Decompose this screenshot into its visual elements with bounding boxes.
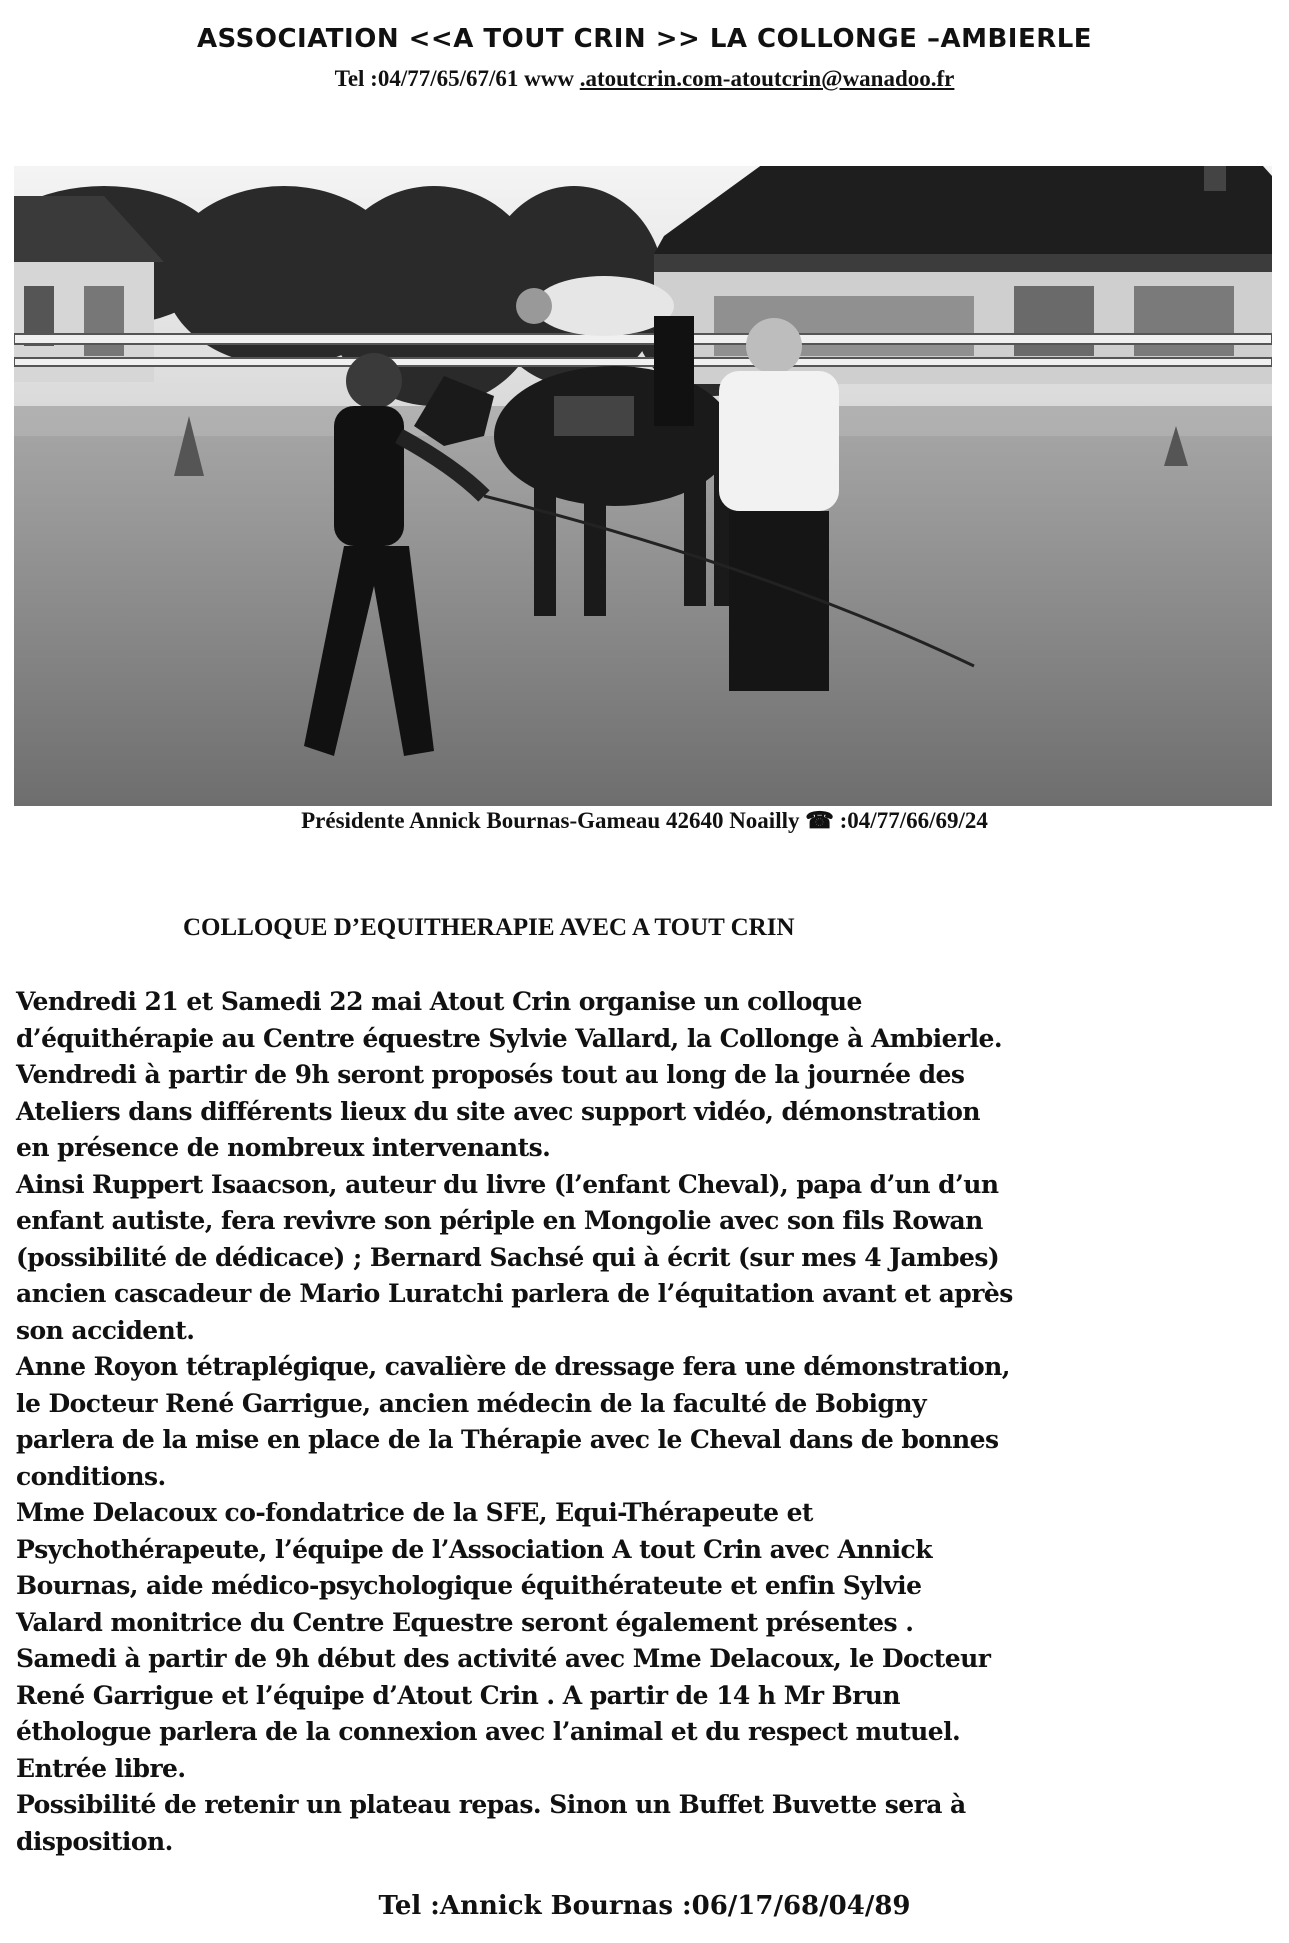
article-line: le Docteur René Garrigue, ancien médecin de la faculté de Bobigny [16,1388,927,1418]
article-line: éthologue parlera de la connexion avec l’animal et du respect mutuel. [16,1717,961,1746]
article-line: ancien cascadeur de Mario Luratchi parlera de l’équitation avant et après [16,1279,1013,1308]
phone-icon: ☎ [805,808,834,833]
article-line: Vendredi à partir de 9h seront proposés tout au long de la journée des [16,1060,965,1089]
article-line: René Garrigue et l’équipe d’Atout Crin . A partir de 14 h Mr Brun [16,1680,901,1710]
article-line: parlera de la mise en place de la Thérapie avec le Cheval dans de bonnes [16,1425,999,1454]
article-line: d’équithérapie au Centre équestre Sylvie Vallard, la Collonge à Ambierle. [16,1023,1003,1053]
article-line: Ateliers dans différents lieux du site avec support vidéo, démonstration [16,1096,980,1126]
helper-woman-right [719,318,839,691]
article-line: Bournas, aide médico-psychologique équithérateute et enfin Sylvie [16,1571,922,1600]
article-line: Mme Delacoux co-fondatrice de la SFE, Equi-Thérapeute et [16,1498,813,1527]
article-line: Possibilité de retenir un plateau repas. Sinon un Buffet Buvette sera à [16,1790,966,1819]
article-line: Anne Royon tétraplégique, cavalière de dressage fera une démonstration, [16,1352,1010,1381]
article-line: enfant autiste, fera revivre son périple en Mongolie avec son fils Rowan [16,1206,983,1235]
article-line: son accident. [16,1315,195,1345]
article-line: en présence de nombreux intervenants. [16,1133,551,1162]
footer-contact-phone: Tel :Annick Bournas :06/17/68/04/89 [378,1891,911,1921]
president-info [0,808,1289,834]
article-line: (possibilité de dédicace) ; Bernard Sachsé qui à écrit (sur mes 4 Jambes) [16,1242,1000,1272]
association-contact [0,66,1289,92]
association-title: ASSOCIATION <<A TOUT CRIN >> LA COLLONGE –AMBIERLE [196,24,1093,54]
president-name-address: Présidente Annick Bournas-Gameau 42640 Noailly [301,808,800,833]
article-line: Vendredi 21 et Samedi 22 mai Atout Crin organise un colloque [16,987,862,1016]
association-phone: Tel :04/77/65/67/61 www [334,66,574,91]
article-line: Samedi à partir de 9h début des activité avec Mme Delacoux, le Docteur [16,1644,991,1673]
article-line: Entrée libre. [16,1753,186,1783]
article-line: Ainsi Ruppert Isaacson, auteur du livre (l’enfant Cheval), papa d’un d’un [16,1169,999,1199]
website-email-link[interactable]: .atoutcrin.com-atoutcrin@wanadoo.fr [579,66,955,91]
president-phone: :04/77/66/69/24 [839,808,988,833]
article-line: Valard monitrice du Centre Equestre seront également présentes . [16,1607,914,1637]
colloque-title: COLLOQUE D’EQUITHERAPIE AVEC A TOUT CRIN [183,914,795,941]
equitherapy-photo [14,166,1272,806]
article-line: Psychothérapeute, l’équipe de l’Association A tout Crin avec Annick [16,1534,932,1564]
article-line: disposition. [16,1826,173,1856]
article-line: conditions. [16,1461,166,1491]
article-body [16,984,1278,1860]
